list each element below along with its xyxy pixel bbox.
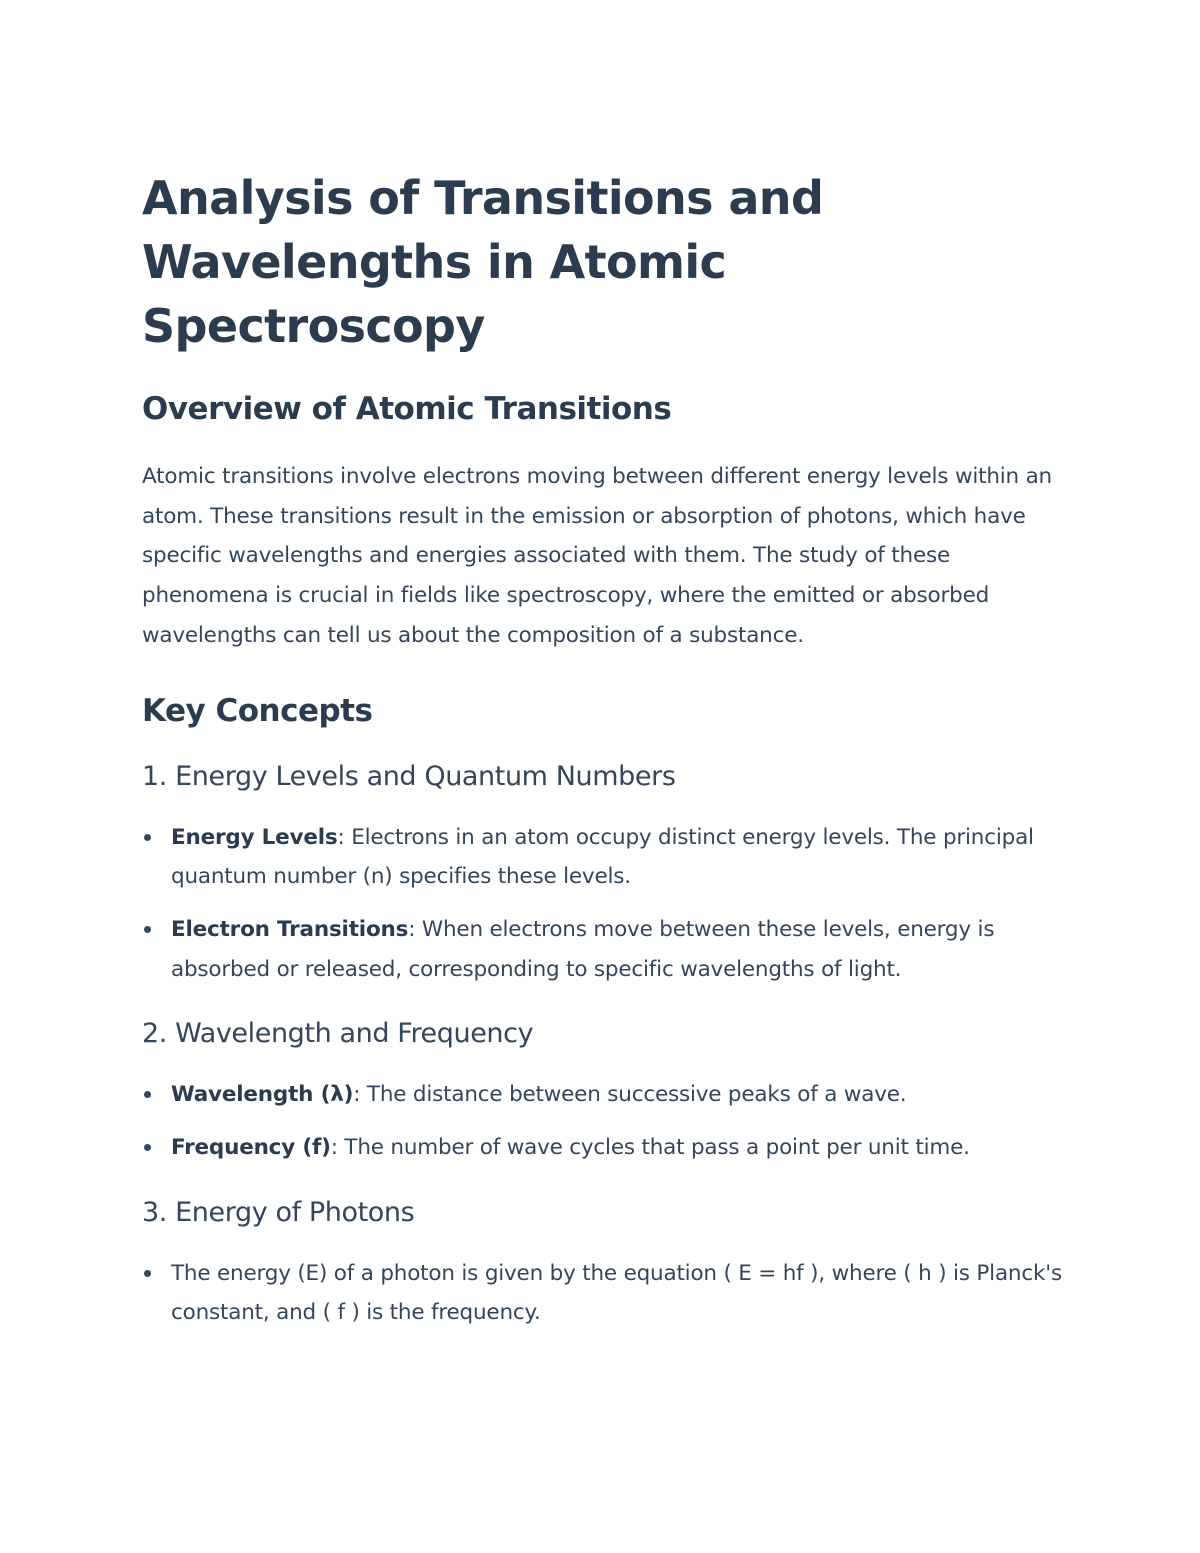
list-item-text: : The distance between successive peaks of a wave. bbox=[353, 1082, 907, 1108]
overview-heading: Overview of Atomic Transitions bbox=[142, 391, 672, 427]
bullet-icon bbox=[144, 1091, 151, 1098]
list-item bbox=[142, 1128, 1062, 1168]
bullet-icon bbox=[144, 1144, 151, 1151]
list-item-text: : When electrons move between these levels, energy is absorbed or released, corresponding to specific wavelengths of light. bbox=[171, 916, 995, 982]
section-heading-photon-energy: 3. Energy of Photons bbox=[142, 1196, 415, 1228]
list-item-term: Energy Levels bbox=[171, 824, 338, 850]
list-item bbox=[142, 818, 1062, 897]
key-concepts-heading: Key Concepts bbox=[142, 692, 373, 729]
list-item-term: Electron Transitions bbox=[171, 916, 409, 942]
list-item-term: Wavelength (λ) bbox=[171, 1082, 354, 1108]
list-item bbox=[142, 910, 1062, 989]
bullet-icon bbox=[144, 834, 151, 841]
list-item-text: : Electrons in an atom occupy distinct energy levels. The principal quantum number (n) specifies these levels. bbox=[171, 824, 1034, 890]
overview-paragraph: Atomic transitions involve electrons moving between different energy levels within an atom. These transitions result in the emission or absorption of photons, which have specific wavelengths and energies associated with them. The study of these phenomena is crucial in fields like spectroscopy, where the emitted or absorbed wavelengths can tell us about the composition of a substance. bbox=[142, 464, 1052, 648]
list-item-text: : The number of wave cycles that pass a point per unit time. bbox=[330, 1135, 970, 1161]
bullet-icon bbox=[144, 1270, 151, 1277]
list-item-term: Frequency (f) bbox=[171, 1135, 331, 1161]
section-heading-wavelength-frequency: 2. Wavelength and Frequency bbox=[142, 1018, 534, 1050]
wavelength-frequency-list bbox=[142, 1075, 1062, 1167]
section-heading-energy-levels: 1. Energy Levels and Quantum Numbers bbox=[142, 760, 676, 792]
energy-levels-list bbox=[142, 818, 1062, 990]
list-item bbox=[142, 1254, 1062, 1333]
bullet-icon bbox=[144, 926, 151, 933]
document-page bbox=[142, 166, 1062, 1333]
list-item-text: The energy (E) of a photon is given by the equation ( E = hf ), where ( h ) is Planck's constant, and ( f ) is the frequency. bbox=[171, 1260, 1062, 1326]
document-title: Analysis of Transitions and Wavelengths in Atomic Spectroscopy bbox=[142, 171, 824, 353]
photon-energy-list bbox=[142, 1254, 1062, 1333]
list-item bbox=[142, 1075, 1062, 1115]
